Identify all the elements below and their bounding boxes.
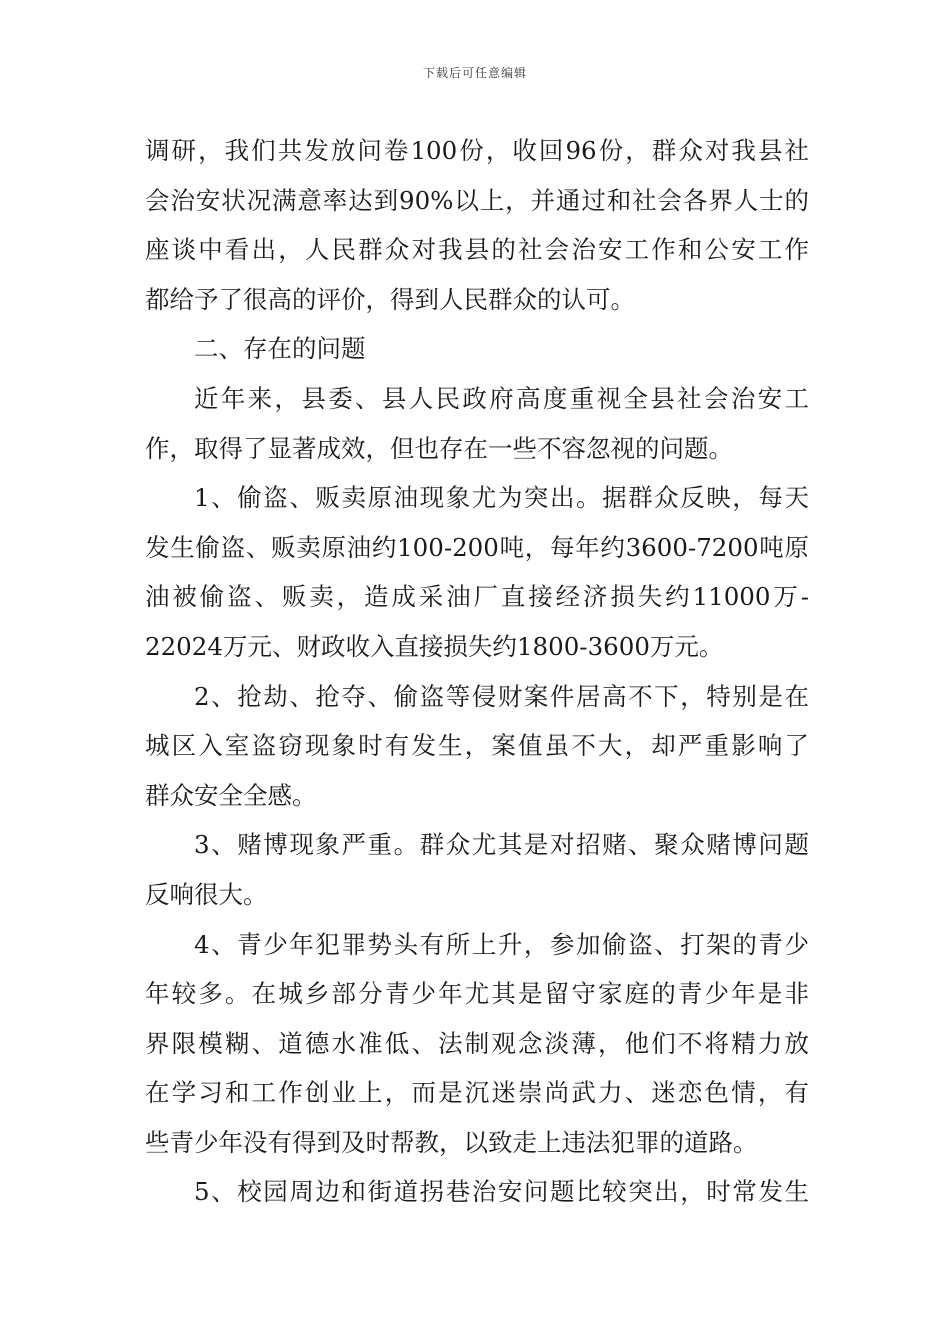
text-line: 1、偷盗、贩卖原油现象尤为突出。据群众反映，每天 bbox=[194, 483, 809, 513]
text-line: 群众安全全感。 bbox=[145, 780, 317, 810]
text-line: 5、校园周边和街道拐巷治安问题比较突出，时常发生 bbox=[194, 1177, 809, 1207]
text-line: 都给予了很高的评价，得到人民群众的认可。 bbox=[145, 284, 635, 314]
text-line: 座谈中看出，人民群众对我县的社会治安工作和公安工作 bbox=[145, 235, 809, 265]
page-header: 下载后可任意编辑 bbox=[422, 66, 527, 80]
text-line: 界限模糊、道德水准低、法制观念淡薄，他们不将精力放 bbox=[145, 1028, 809, 1058]
text-line: 发生偷盗、贩卖原油约100-200吨，每年约3600-7200吨原 bbox=[145, 532, 809, 562]
text-line: 年较多。在城乡部分青少年尤其是留守家庭的青少年是非 bbox=[145, 979, 809, 1009]
text-line: 近年来，县委、县人民政府高度重视全县社会治安工 bbox=[194, 383, 809, 413]
text-line: 城区入室盗窃现象时有发生，案值虽不大，却严重影响了 bbox=[145, 731, 809, 761]
document-body bbox=[145, 126, 809, 1217]
text-line: 二、存在的问题 bbox=[194, 334, 366, 364]
text-line: 3、赌博现象严重。群众尤其是对招赌、聚众赌博问题 bbox=[194, 830, 809, 860]
text-line: 4、青少年犯罪势头有所上升，参加偷盗、打架的青少 bbox=[194, 929, 809, 959]
text-line: 2、抢劫、抢夺、偷盗等侵财案件居高不下，特别是在 bbox=[194, 681, 809, 711]
text-line: 油被偷盗、贩卖，造成采油厂直接经济损失约11000万- bbox=[145, 582, 809, 612]
text-line: 作，取得了显著成效，但也存在一些不容忽视的问题。 bbox=[145, 433, 733, 463]
text-line: 些青少年没有得到及时帮教，以致走上违法犯罪的道路。 bbox=[145, 1127, 758, 1157]
text-line: 反响很大。 bbox=[145, 879, 268, 909]
text-line: 在学习和工作创业上，而是沉迷崇尚武力、迷恋色情，有 bbox=[145, 1078, 809, 1108]
text-line: 22024万元、财政收入直接损失约1800-3600万元。 bbox=[145, 631, 724, 661]
text-line: 调研，我们共发放问卷100份，收回96份，群众对我县社 bbox=[145, 136, 809, 165]
text-line: 会治安状况满意率达到90%以上，并通过和社会各界人士的 bbox=[145, 185, 809, 215]
